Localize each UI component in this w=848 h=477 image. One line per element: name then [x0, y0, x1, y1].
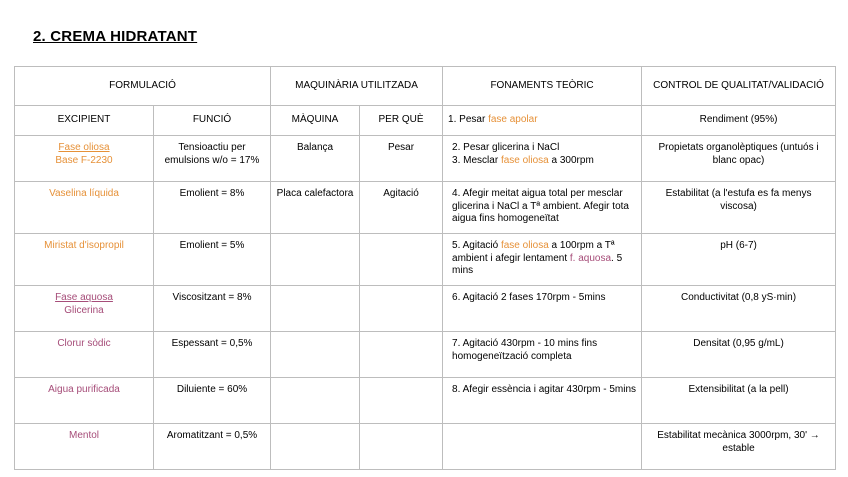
page-title: 2. CREMA HIDRATANT: [33, 28, 198, 45]
step-cell: [443, 136, 642, 182]
reason-cell: Agitació: [360, 182, 443, 234]
machine-cell: [271, 234, 360, 286]
step-highlight: f. aquosa: [569, 252, 612, 264]
control-cell: Estabilitat (a l'estufa es fa menys viscosa): [642, 182, 836, 234]
step-highlight: fase oliosa: [500, 154, 549, 166]
table-row: [15, 234, 836, 286]
step-cell: 8. Afegir essència i agitar 430rpm - 5mins: [443, 378, 642, 424]
subheader-funcio: FUNCIÓ: [154, 106, 271, 136]
step-text: a 100rpm a Tª ambient i afegir lentament: [452, 240, 615, 264]
reason-cell: [360, 424, 443, 470]
step-1-cell: [443, 106, 642, 136]
subheader-maquina: MÀQUINA: [271, 106, 360, 136]
excipient-name: Base F-2230: [55, 154, 113, 166]
step-cell: 4. Afegir meitat aigua total per mesclar glicerina i NaCl a Tª ambient. Afegir tota aigua fins homogeneïtat: [443, 182, 642, 234]
header-formulacio: FORMULACIÓ: [15, 67, 271, 106]
control-cell: Densitat (0,95 g/mL): [642, 332, 836, 378]
machine-cell: Placa calefactora: [271, 182, 360, 234]
function-cell: Aromatitzant = 0,5%: [154, 424, 271, 470]
step-text: a 300rpm: [548, 154, 594, 166]
step-text: 5. Agitació: [452, 240, 501, 251]
subheader-excipient: EXCIPIENT: [15, 106, 154, 136]
reason-cell: [360, 378, 443, 424]
table-row: [15, 332, 836, 378]
header-fonaments: FONAMENTS TEÒRIC: [443, 67, 642, 106]
machine-cell: [271, 286, 360, 332]
subheader-perque: PER QUÈ: [360, 106, 443, 136]
machine-cell: [271, 332, 360, 378]
step-cell: [443, 424, 642, 470]
step-text: 3. Mesclar: [452, 154, 501, 166]
excipient-phase-title: Fase oliosa: [58, 142, 110, 153]
reason-cell: [360, 234, 443, 286]
excipient-cell: Mentol: [15, 424, 154, 470]
machine-cell: [271, 424, 360, 470]
excipient-cell: [15, 286, 154, 332]
excipient-cell: Vaselina líquida: [15, 182, 154, 234]
formulation-table: [14, 66, 836, 470]
subheader-row: [15, 106, 836, 136]
reason-cell: [360, 286, 443, 332]
step-cell: [443, 234, 642, 286]
function-cell: Diluiente = 60%: [154, 378, 271, 424]
table-row: [15, 136, 836, 182]
table-row: [15, 424, 836, 470]
step-cell: 7. Agitació 430rpm - 10 mins fins homogeneïtzació completa: [443, 332, 642, 378]
table-row: [15, 286, 836, 332]
function-cell: Espessant = 0,5%: [154, 332, 271, 378]
step-highlight: fase oliosa: [500, 240, 549, 251]
control-cell: Estabilitat mecànica 3000rpm, 30' → estable: [642, 424, 836, 470]
machine-cell: [271, 378, 360, 424]
step-text: 2. Pesar glicerina i NaCl: [452, 142, 560, 153]
header-control: CONTROL DE QUALITAT/VALIDACIÓ: [642, 67, 836, 106]
function-cell: Tensioactiu per emulsions w/o = 17%: [154, 136, 271, 182]
header-row: [15, 67, 836, 106]
machine-cell: Balança: [271, 136, 360, 182]
step-text: . 5 mins: [452, 252, 623, 276]
excipient-cell: Aigua purificada: [15, 378, 154, 424]
control-cell: Conductivitat (0,8 yS·min): [642, 286, 836, 332]
reason-cell: [360, 332, 443, 378]
excipient-phase-title: Fase aquosa: [55, 292, 113, 303]
function-cell: Emolient = 5%: [154, 234, 271, 286]
excipient-cell: Miristat d'isopropil: [15, 234, 154, 286]
control-rendiment: Rendiment (95%): [642, 106, 836, 136]
table-row: [15, 182, 836, 234]
step-cell: 6. Agitació 2 fases 170rpm - 5mins: [443, 286, 642, 332]
step-1-text: 1. Pesar: [448, 114, 489, 126]
control-cell: Extensibilitat (a la pell): [642, 378, 836, 424]
control-cell: Propietats organolèptiques (untuós i blanc opac): [642, 136, 836, 182]
excipient-cell: [15, 136, 154, 182]
table-row: [15, 378, 836, 424]
header-maquinaria: MAQUINÀRIA UTILITZADA: [271, 67, 443, 106]
step-1-highlight: fase apolar: [488, 114, 538, 126]
function-cell: Viscositzant = 8%: [154, 286, 271, 332]
reason-cell: Pesar: [360, 136, 443, 182]
excipient-name: Glicerina: [64, 304, 104, 316]
control-cell: pH (6-7): [642, 234, 836, 286]
function-cell: Emolient = 8%: [154, 182, 271, 234]
excipient-cell: Clorur sòdic: [15, 332, 154, 378]
